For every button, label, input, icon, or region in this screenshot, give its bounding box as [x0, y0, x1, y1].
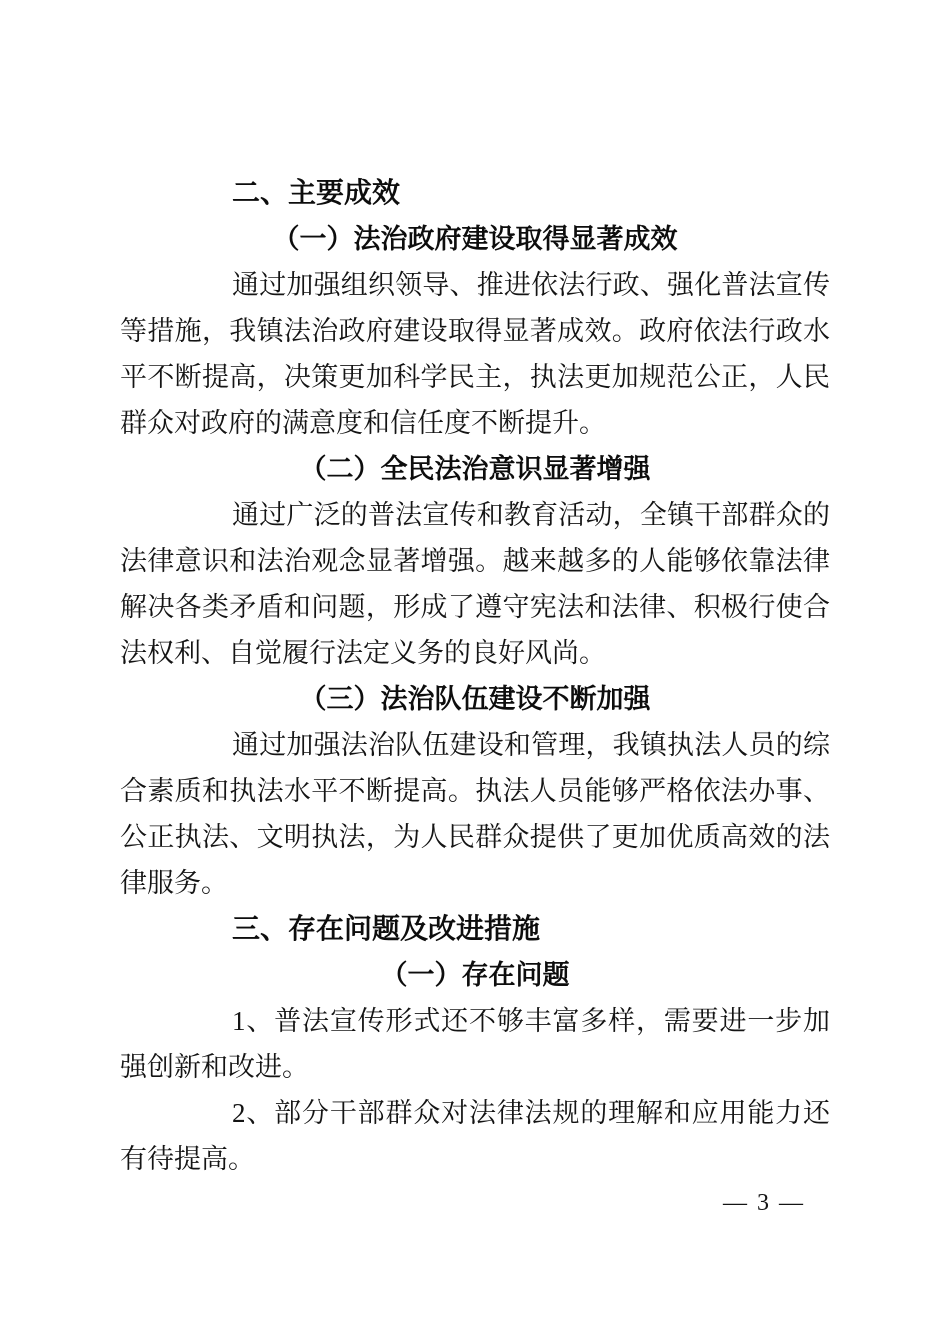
paragraph-legal-awareness: 通过广泛的普法宣传和教育活动，全镇干部群众的法律意识和法治观念显著增强。越来越多的人能够依靠法律解决各类矛盾和问题，形成了遵守宪法和法律、积极行使合法权利、自觉履行法定义务的良好风尚。 — [120, 500, 830, 668]
section-heading-problems-measures: 三、存在问题及改进措施 — [232, 913, 541, 944]
page-number: — 3 — — [723, 1190, 805, 1216]
subsection-heading-law-government: （一）法治政府建设取得显著成效 — [272, 224, 678, 254]
section-heading-main-achievements: 二、主要成效 — [232, 177, 401, 208]
subsection-heading-legal-awareness: （二）全民法治意识显著增强 — [299, 454, 651, 484]
document-content — [120, 170, 830, 1182]
paragraph-law-government: 通过加强组织领导、推进依法行政、强化普法宣传等措施，我镇法治政府建设取得显著成效。政府依法行政水平不断提高，决策更加科学民主，执法更加规范公正，人民群众对政府的满意度和信任度不断提升。 — [120, 270, 830, 438]
subsection-heading-legal-team: （三）法治队伍建设不断加强 — [299, 684, 651, 714]
paragraph-legal-team: 通过加强法治队伍建设和管理，我镇执法人员的综合素质和执法水平不断提高。执法人员能够严格依法办事、公正执法、文明执法，为人民群众提供了更加优质高效的法律服务。 — [120, 730, 830, 898]
paragraph-problem-item-1: 1、普法宣传形式还不够丰富多样，需要进一步加强创新和改进。 — [120, 1006, 830, 1082]
paragraph-problem-item-2: 2、部分干部群众对法律法规的理解和应用能力还有待提高。 — [120, 1098, 830, 1174]
subsection-heading-problems: （一）存在问题 — [380, 960, 570, 990]
